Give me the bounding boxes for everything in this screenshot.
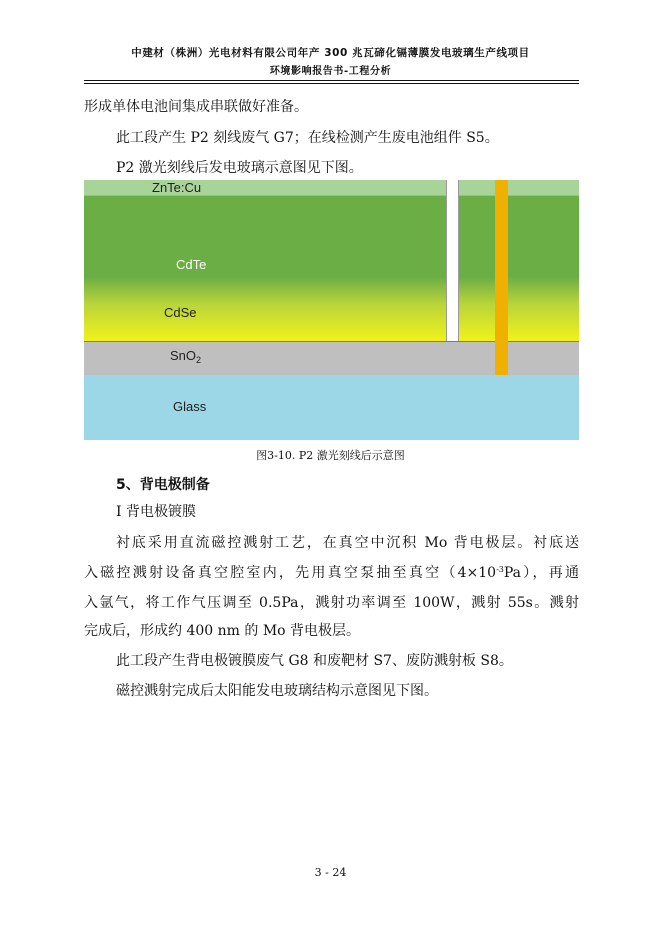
header-divider-thick bbox=[84, 80, 579, 81]
header-subtitle: 环境影响报告书-工程分析 bbox=[269, 66, 392, 77]
paragraph-body-line3: 入氩气，将工作气压调至 0.5Pa，溅射功率调至 100W，溅射 55s。溅射 bbox=[84, 595, 579, 611]
page-number: 3 - 24 bbox=[314, 866, 347, 879]
p2-scribe-groove bbox=[446, 180, 459, 341]
paragraph-continuation: 形成单体电池间集成串联做好准备。 bbox=[84, 99, 308, 115]
glass-label: Glass bbox=[173, 399, 207, 414]
glass-layer bbox=[84, 375, 579, 440]
paragraph-body-line2: 入磁控溅射设备真空腔室内，先用真空泵抽至真空$(4\times 10^{-3}Pa)$，再通 bbox=[84, 565, 580, 581]
paragraph-body-line1: 衬底采用直流磁控溅射工艺，在真空中沉积 Mo 背电极层。衬底送 bbox=[116, 535, 579, 551]
paragraph-waste-g8: 此工段产生背电极镀膜废气 G8 和废靶材 S7、废防溅射板 S8。 bbox=[116, 653, 513, 669]
paragraph-figure-intro-2: 磁控溅射完成后太阳能发电玻璃结构示意图见下图。 bbox=[116, 683, 438, 699]
paragraph-figure-intro: P2 激光刻线后发电玻璃示意图见下图。 bbox=[116, 160, 363, 176]
p1-scribe-line bbox=[495, 180, 508, 375]
paragraph-body-line4: 完成后，形成约 400 nm 的 Mo 背电极层。 bbox=[84, 623, 361, 639]
header-divider-thin bbox=[84, 83, 579, 84]
sno2-label: SnO$_2$ bbox=[170, 348, 202, 365]
cdse-label: CdSe bbox=[164, 305, 197, 320]
figure-caption: 图3-10. P2 激光刻线后示意图 bbox=[256, 449, 405, 462]
p2-scribe-diagram bbox=[84, 180, 579, 440]
paragraph-p2-waste: 此工段产生 P2 刻线废气 G7；在线检测产生废电池组件 S5。 bbox=[116, 130, 499, 146]
section-title: 5、背电极制备 bbox=[116, 477, 210, 493]
cdte-label: CdTe bbox=[176, 257, 207, 272]
znte-label: ZnTe:Cu bbox=[152, 180, 202, 195]
subsection-title: I 背电极镀膜 bbox=[116, 504, 196, 520]
header-title: 中建材（株洲）光电材料有限公司年产 300 兆瓦碲化镉薄膜发电玻璃生产线项目 bbox=[131, 47, 530, 59]
